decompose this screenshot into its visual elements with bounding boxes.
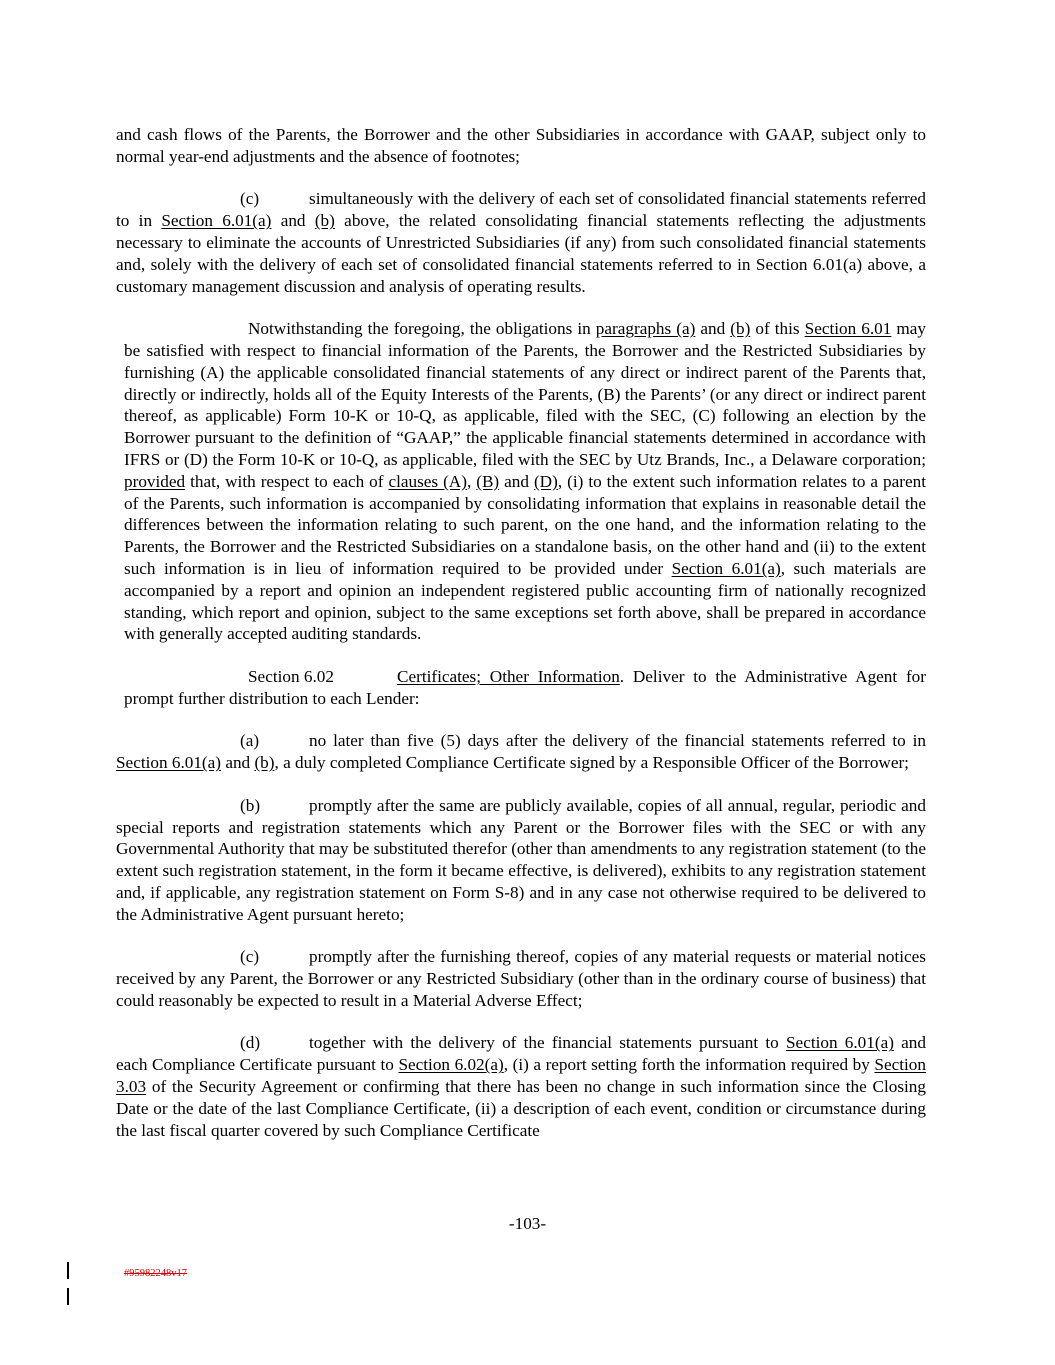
clause-reference: (D) <box>533 471 558 491</box>
paragraph-6-02-d: (d) together with the delivery of the financial statements pursuant to Section 6.01(a) and each Compliance Certificate pursuant to Section 6.02(a), (i) a report setting forth the information required by Section 3.03 of the Security Agreement or confirming that there has been no change in such information since the Closing Date or the date of the last Compliance Certificate, (ii) a description of each event, condition or circumstance during the last fiscal quarter covered by such Compliance Certificate <box>116 1033 926 1140</box>
clause-label: (c) <box>240 189 260 209</box>
section-reference: paragraphs (a) <box>595 319 696 339</box>
paragraph-continuation: and cash flows of the Parents, the Borrower and the other Subsidiaries in accordance with GAAP, subject only to normal year-end adjustments and the absence of footnotes; <box>116 125 926 166</box>
section-title: Certificates; Other Information <box>397 666 620 686</box>
page-number: -103- <box>508 1214 547 1233</box>
change-bar <box>67 1288 69 1305</box>
section-reference: Section 3.03 <box>116 1055 926 1097</box>
paragraph-6-01-c: (c) simultaneously with the delivery of each set of consolidated financial statements referred to in Section 6.01(a) and (b) above, the related consolidating financial statements reflecting the adjustments necessary to eliminate the accounts of Unrestricted Subsidiaries (if any) from such consolidated financial statements and, solely with the delivery of each set of consolidated financial statements referred to in Section 6.01(a) above, a customary management discussion and analysis of operating results. <box>116 189 926 296</box>
paragraph-6-02-a: (a) no later than five (5) days after the delivery of the financial statements referred to in Section 6.01(a) and (b), a duly completed Compliance Certificate signed by a Responsible Officer of the Borrower; <box>116 731 926 773</box>
section-reference: Section 6.01(a) <box>671 558 781 578</box>
section-reference: Section 6.01(a) <box>786 1033 894 1053</box>
clause-label: (c) <box>240 947 260 967</box>
clause-label: (a) <box>240 731 260 751</box>
paragraph-6-02-c: (c) promptly after the furnishing thereof, copies of any material requests or material notices received by any Parent, the Borrower or any Restricted Subsidiary (other than in the ordinary course of business) that could reasonably be expected to result in a Material Adverse Effect; <box>116 947 926 1010</box>
clause-reference: clauses (A) <box>388 471 467 491</box>
section-reference: Section 6.01(a) <box>116 753 222 773</box>
clause-label: (b) <box>240 795 261 815</box>
section-reference: Section 6.02(a) <box>398 1055 504 1075</box>
section-reference: Section 6.01(a) <box>161 211 272 231</box>
change-bar <box>67 1262 69 1279</box>
section-reference: (b) <box>730 319 751 339</box>
paragraph-6-02-b: (b) promptly after the same are publicly available, copies of all annual, regular, periodic and special reports and registration statements which any Parent or the Borrower files with the SEC or with any Governmental Authority that may be substituted therefor (other than amendments to any registration statement (to the extent such registration statement, in the form it became effective, is delivered), exhibits to any registration statement and, if applicable, any registration statement on Form S-8) and in any case not otherwise required to be delivered to the Administrative Agent pursuant hereto; <box>116 795 926 924</box>
section-number: Section 6.02 <box>248 666 334 686</box>
document-body <box>116 124 926 1162</box>
section-reference: Section 6.01 <box>804 319 892 339</box>
section-reference: (b) <box>254 753 275 773</box>
paragraph-notwithstanding: Notwithstanding the foregoing, the obligations in paragraphs (a) and (b) of this Section 6.01 may be satisfied with respect to financial information of the Parents, the Borrower and the Restricted Subsidiaries by furnishing (A) the applicable consolidated financial statements of any direct or indirect parent of the Parents that, directly or indirectly, holds all of the Equity Interests of the Parents, (B) the Parents’ (or any direct or indirect parent thereof, as applicable) Form 10-K or 10-Q, as applicable, filed with the SEC, (C) following an election by the Borrower pursuant to the definition of “GAAP,” the applicable financial statements determined in accordance with IFRS or (D) the Form 10-K or 10-Q, as applicable, filed with the SEC by Utz Brands, Inc., a Delaware corporation; provided that, with respect to each of clauses (A), (B) and (D), (i) to the extent such information relates to a parent of the Parents, such information is accompanied by consolidating information that explains in reasonable detail the differences between the information relating to such parent, on the one hand, and the information relating to the Parents, the Borrower and the Restricted Subsidiaries on a standalone basis, on the other hand and (ii) to the extent such information is in lieu of information required to be provided under Section 6.01(a), such materials are accompanied by a report and opinion an independent registered public accounting firm of nationally recognized standing, which report and opinion, subject to the same exceptions set forth above, shall be prepared in accordance with generally accepted auditing standards. <box>124 319 926 644</box>
document-id: #95982248v17 <box>124 1268 187 1279</box>
provided-term: provided <box>124 471 186 491</box>
section-reference: (b) <box>314 211 335 231</box>
clause-label: (d) <box>240 1033 261 1053</box>
clause-reference: (B) <box>476 471 500 491</box>
section-6-02-heading: Section 6.02 Certificates; Other Information. Deliver to the Administrative Agent for prompt further distribution to each Lender: <box>124 666 926 708</box>
